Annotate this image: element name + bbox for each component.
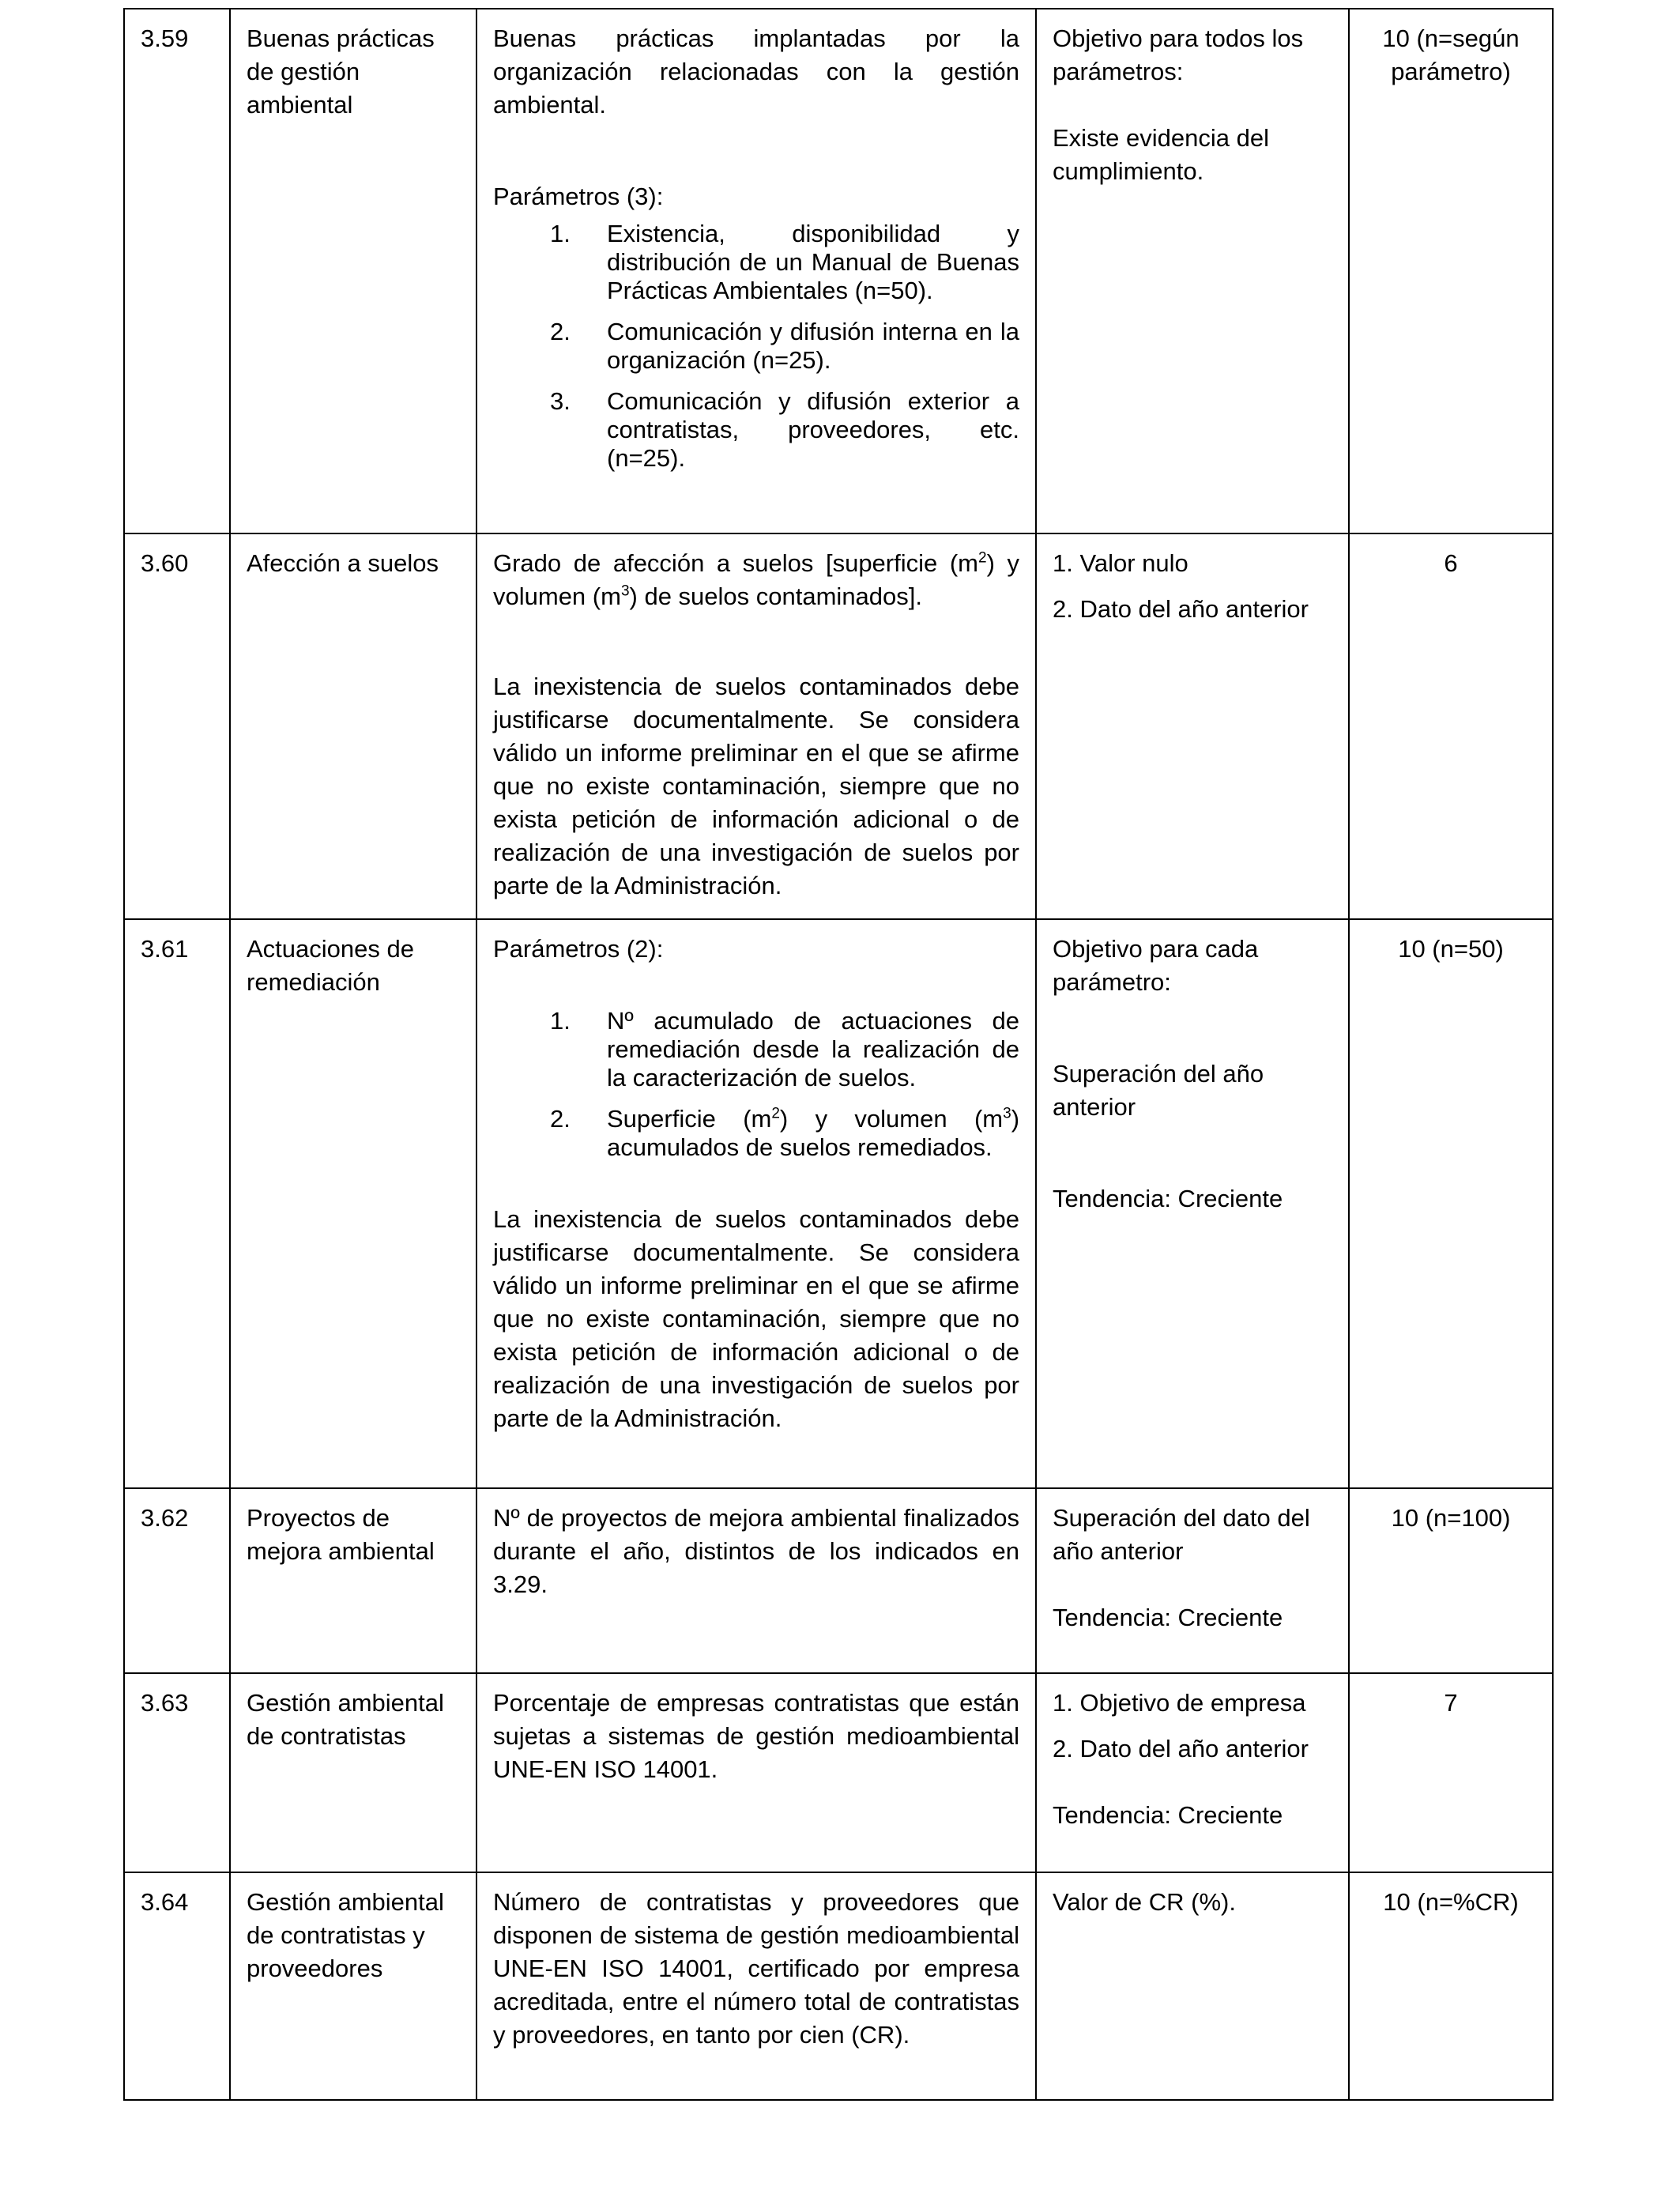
indicator-name: Actuaciones de remediación [230,919,477,1488]
indicator-weight: 6 [1349,533,1553,919]
objective-text: Tendencia: Creciente [1053,1185,1283,1212]
objective-text: Existe evidencia del cumplimiento. [1053,124,1269,185]
table-row [124,919,1553,1488]
objective-text: Superación del año anterior [1053,1060,1264,1121]
params-list [493,220,1019,473]
description-text: Porcentaje de empresas contratistas que están sujetas a sistemas de gestión medioambiental UNE-EN ISO 14001. [493,1689,1019,1783]
indicator-name: Gestión ambiental de contratistas [230,1673,477,1872]
objective-text: Tendencia: Creciente [1053,1801,1283,1829]
objective-text: Tendencia: Creciente [1053,1604,1283,1631]
objective-text: 1. Valor nulo [1053,549,1188,577]
indicator-description [477,1673,1036,1872]
indicator-objective [1036,919,1349,1488]
indicator-name: Afección a suelos [230,533,477,919]
objective-text: 1. Objetivo de empresa [1053,1689,1306,1717]
objective-text: Valor de CR (%). [1053,1888,1236,1916]
description-text: Número de contratistas y proveedores que disponen de sistema de gestión medioambiental UNE-EN ISO 14001, certificado por empresa acreditada, entre el número total de contratistas y proveedores, en tanto por cien (CR). [493,1888,1019,2049]
table-row [124,9,1553,533]
indicator-id: 3.59 [124,9,230,533]
list-item: 2. Superficie $(m^2)$ y volumen $(m^3)$ acumulados de suelos remediados. [550,1105,1020,1161]
objective-text: Objetivo para todos los parámetros: [1053,25,1304,85]
indicator-objective [1036,1488,1349,1673]
objective-text: Objetivo para cada parámetro: [1053,935,1259,996]
indicator-id: 3.62 [124,1488,230,1673]
indicator-description [477,1488,1036,1673]
indicator-weight: 10 (n=%CR) [1349,1872,1553,2100]
list-item: 1. Nº acumulado de actuaciones de remediación desde la realización de la caracterización de suelos. [550,1007,1019,1091]
list-item: 3. Comunicación y difusión exterior a contratistas, proveedores, etc. (n=25). [550,387,1019,472]
objective-text: 2. Dato del año anterior [1053,1735,1309,1762]
indicator-name: Gestión ambiental de contratistas y proveedores [230,1872,477,2100]
indicator-id: 3.60 [124,533,230,919]
indicator-id: 3.61 [124,919,230,1488]
list-item: 2. Comunicación y difusión interna en la organización (n=25). [550,318,1019,374]
params-label: Parámetros (3): [493,183,664,210]
table-row [124,1488,1553,1673]
indicator-objective [1036,1673,1349,1872]
indicator-name: Buenas prácticas de gestión ambiental [230,9,477,533]
indicator-description [477,919,1036,1488]
table-row [124,1872,1553,2100]
list-item: 1. Existencia, disponibilidad y distribución de un Manual de Buenas Prácticas Ambientales (n=50). [550,220,1019,304]
indicator-objective [1036,1872,1349,2100]
indicator-description [477,533,1036,919]
indicator-table [123,8,1554,2101]
indicator-id: 3.64 [124,1872,230,2100]
params-label: Parámetros (2): [493,935,664,963]
indicator-objective [1036,9,1349,533]
description-text: Buenas prácticas implantadas por la organización relacionadas con la gestión ambiental. [493,25,1019,119]
indicator-weight: 10 (n=50) [1349,919,1553,1488]
objective-text: 2. Dato del año anterior [1053,595,1309,623]
description-note: La inexistencia de suelos contaminados debe justificarse documentalmente. Se considera válido un informe preliminar en el que se afirme que no existe contaminación, siempre que no exista petición de información adicional o de realización de una investigación de suelos por parte de la Administración. [493,673,1019,899]
indicator-weight: 10 (n=100) [1349,1488,1553,1673]
description-text: Nº de proyectos de mejora ambiental finalizados durante el año, distintos de los indicados en 3.29. [493,1504,1019,1598]
params-list [493,1007,1019,1162]
table-row [124,533,1553,919]
indicator-id: 3.63 [124,1673,230,1872]
description-text: Grado de afección a suelos [superficie $(m^2)$ y volumen $(m^3)$ de suelos contaminados]. [493,549,1020,610]
table-row [124,1673,1553,1872]
indicator-description [477,9,1036,533]
indicator-objective [1036,533,1349,919]
objective-text: Superación del dato del año anterior [1053,1504,1310,1565]
description-note: La inexistencia de suelos contaminados debe justificarse documentalmente. Se considera válido un informe preliminar en el que se afirme que no existe contaminación, siempre que no exista petición de información adicional o de realización de una investigación de suelos por parte de la Administración. [493,1205,1019,1432]
indicator-description [477,1872,1036,2100]
indicator-weight: 7 [1349,1673,1553,1872]
indicator-weight: 10 (n=según parámetro) [1349,9,1553,533]
indicator-name: Proyectos de mejora ambiental [230,1488,477,1673]
